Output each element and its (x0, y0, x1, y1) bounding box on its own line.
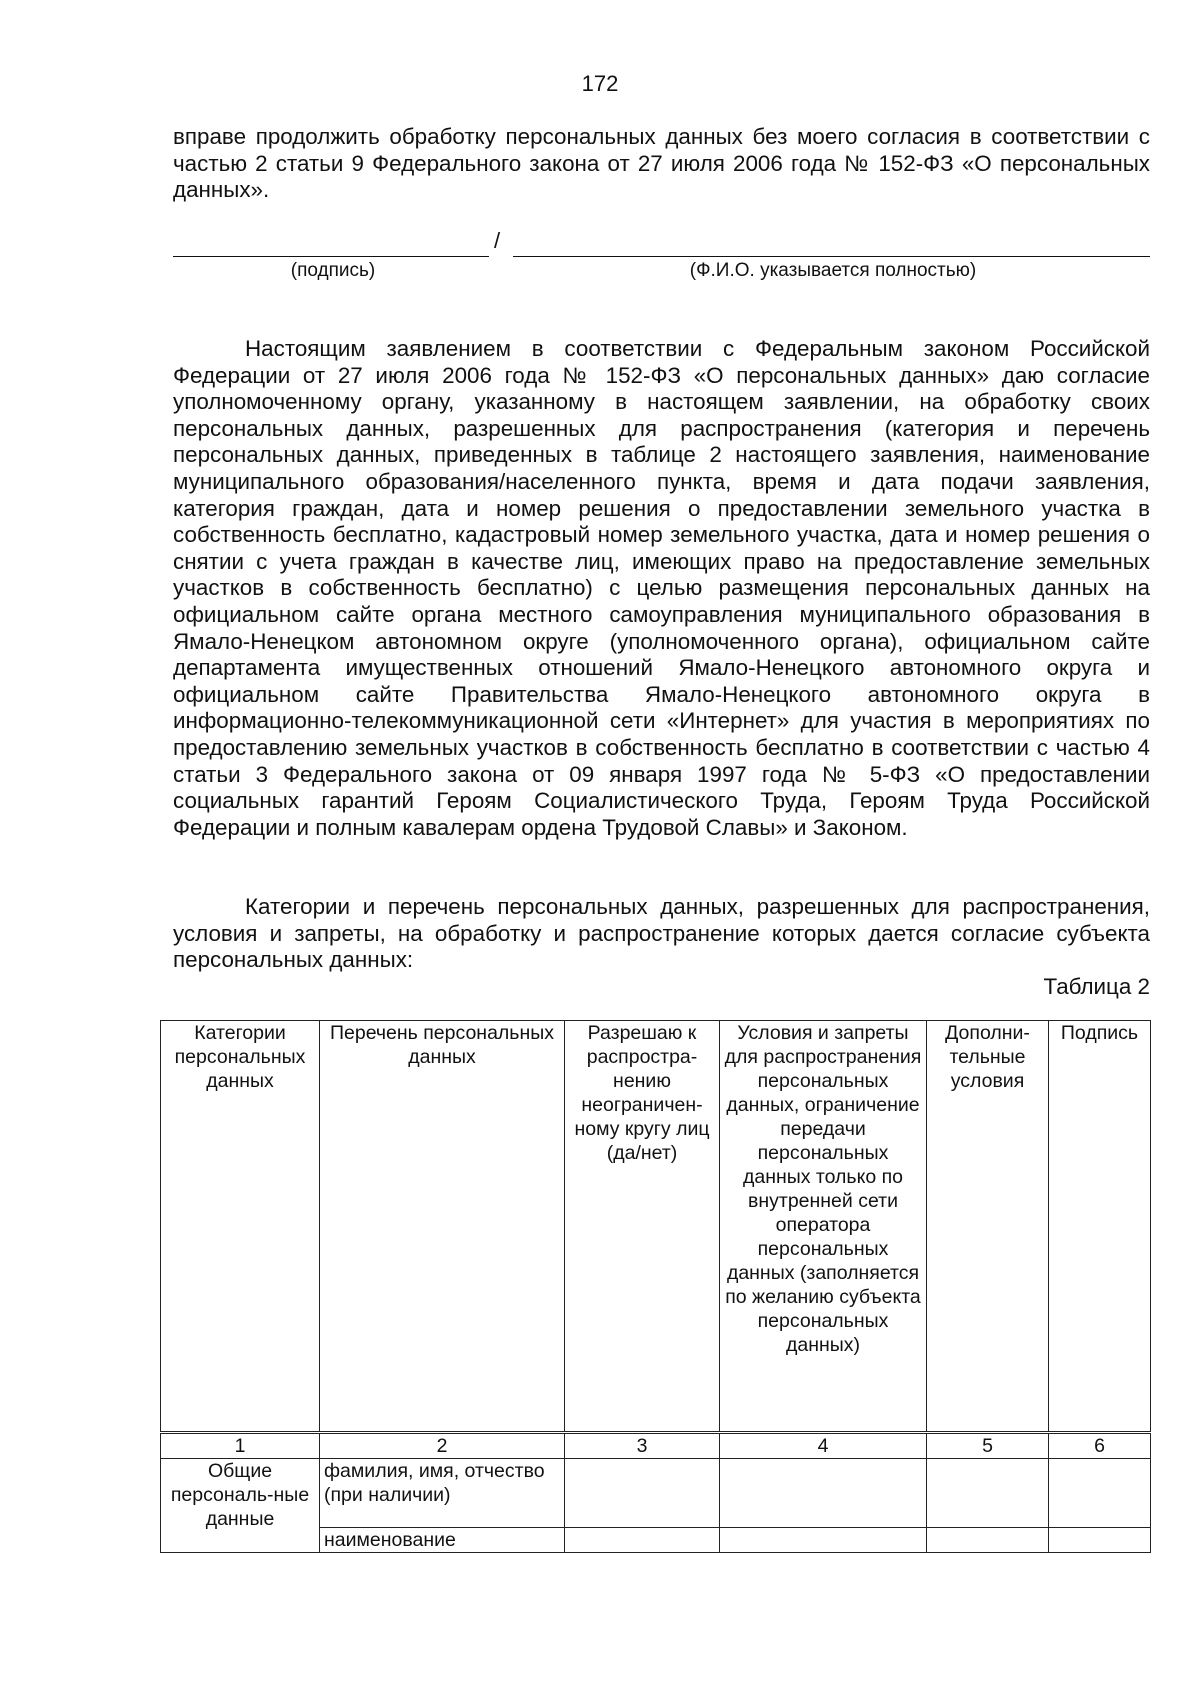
full-name-line[interactable] (513, 256, 1150, 257)
additional-input-cell[interactable] (927, 1528, 1049, 1553)
table-header-row (161, 1021, 1151, 1433)
permission-input-cell[interactable] (565, 1459, 720, 1528)
header-additional: Дополни-тельные условия (927, 1021, 1049, 1433)
column-number: 5 (927, 1433, 1049, 1459)
personal-data-table (160, 1020, 1151, 1553)
header-list: Перечень персональных данных (320, 1021, 565, 1433)
signature-input-cell[interactable] (1049, 1528, 1151, 1553)
header-categories: Категории персональных данных (161, 1021, 320, 1433)
conditions-input-cell[interactable] (720, 1459, 927, 1528)
signature-input-cell[interactable] (1049, 1459, 1151, 1528)
column-number-row (161, 1433, 1151, 1459)
header-permission: Разрешаю к распростра-нению неограничен-ному кругу лиц (да/нет) (565, 1021, 720, 1433)
column-number: 4 (720, 1433, 927, 1459)
page-number: 172 (581, 71, 619, 96)
intro-paragraph: вправе продолжить обработку персональных данных без моего согласия в соответствии с частью 2 статьи 9 Федерального закона от 27 июля 2006 года № 152-ФЗ «О персональных данных». (173, 124, 1150, 203)
column-number: 2 (320, 1433, 565, 1459)
signature-separator: / (494, 228, 501, 253)
header-conditions: Условия и запреты для распространения персональных данных, ограничение передачи персональных данных только по внутренней сети оператора персональных данных (заполняется по желанию субъекта персональных данных) (720, 1021, 927, 1433)
data-item-cell: наименование (320, 1528, 565, 1553)
categories-paragraph: Категории и перечень персональных данных, разрешенных для распространения, условия и запреты, на обработку и распространение которых дается согласие субъекта персональных данных: (173, 894, 1150, 973)
column-number: 6 (1049, 1433, 1151, 1459)
data-item-cell: фамилия, имя, отчество (при наличии) (320, 1459, 565, 1528)
signature-caption: (подпись) (290, 260, 376, 281)
category-cell: Общие персональ-ные данные (161, 1459, 320, 1553)
full-name-caption: (Ф.И.О. указывается полностью) (689, 260, 977, 281)
header-signature: Подпись (1049, 1021, 1151, 1433)
table-caption: Таблица 2 (1043, 974, 1150, 999)
consent-paragraph: Настоящим заявлением в соответствии с Федеральным законом Российской Федерации от 27 июля 2006 года № 152-ФЗ «О персональных данных» даю согласие уполномоченному органу, указанному в настоящем заявлении, на обработку своих персональных данных, разрешенных для распространения (категория и перечень персональных данных, приведенных в таблице 2 настоящего заявления, наименование муниципального образования/населенного пункта, время и дата подачи заявления, категория граждан, дата и номер решения о предоставлении земельного участка в собственность бесплатно, кадастровый номер земельного участка, дата и номер решения о снятии с учета граждан в качестве лиц, имеющих право на предоставление земельных участков в собственность бесплатно) с целью размещения персональных данных на официальном сайте органа местного самоуправления муниципального образования в Ямало-Ненецком автономном округе (уполномоченного органа), официальном сайте департамента имущественных отношений Ямало-Ненецкого автономного округа и официальном сайте Правительства Ямало-Ненецкого автономного округа в информационно-телекоммуникационной сети «Интернет» для участия в мероприятиях по предоставлению земельных участков в собственность бесплатно в соответствии с частью 4 статьи 3 Федерального закона от 09 января 1997 года № 5-ФЗ «О предоставлении социальных гарантий Героям Социалистического Труда, Героям Труда Российской Федерации и полным кавалерам ордена Трудовой Славы» и Законом. (173, 336, 1150, 840)
signature-line[interactable] (173, 256, 489, 257)
conditions-input-cell[interactable] (720, 1528, 927, 1553)
additional-input-cell[interactable] (927, 1459, 1049, 1528)
column-number: 3 (565, 1433, 720, 1459)
column-number: 1 (161, 1433, 320, 1459)
table-row (161, 1459, 1151, 1528)
permission-input-cell[interactable] (565, 1528, 720, 1553)
